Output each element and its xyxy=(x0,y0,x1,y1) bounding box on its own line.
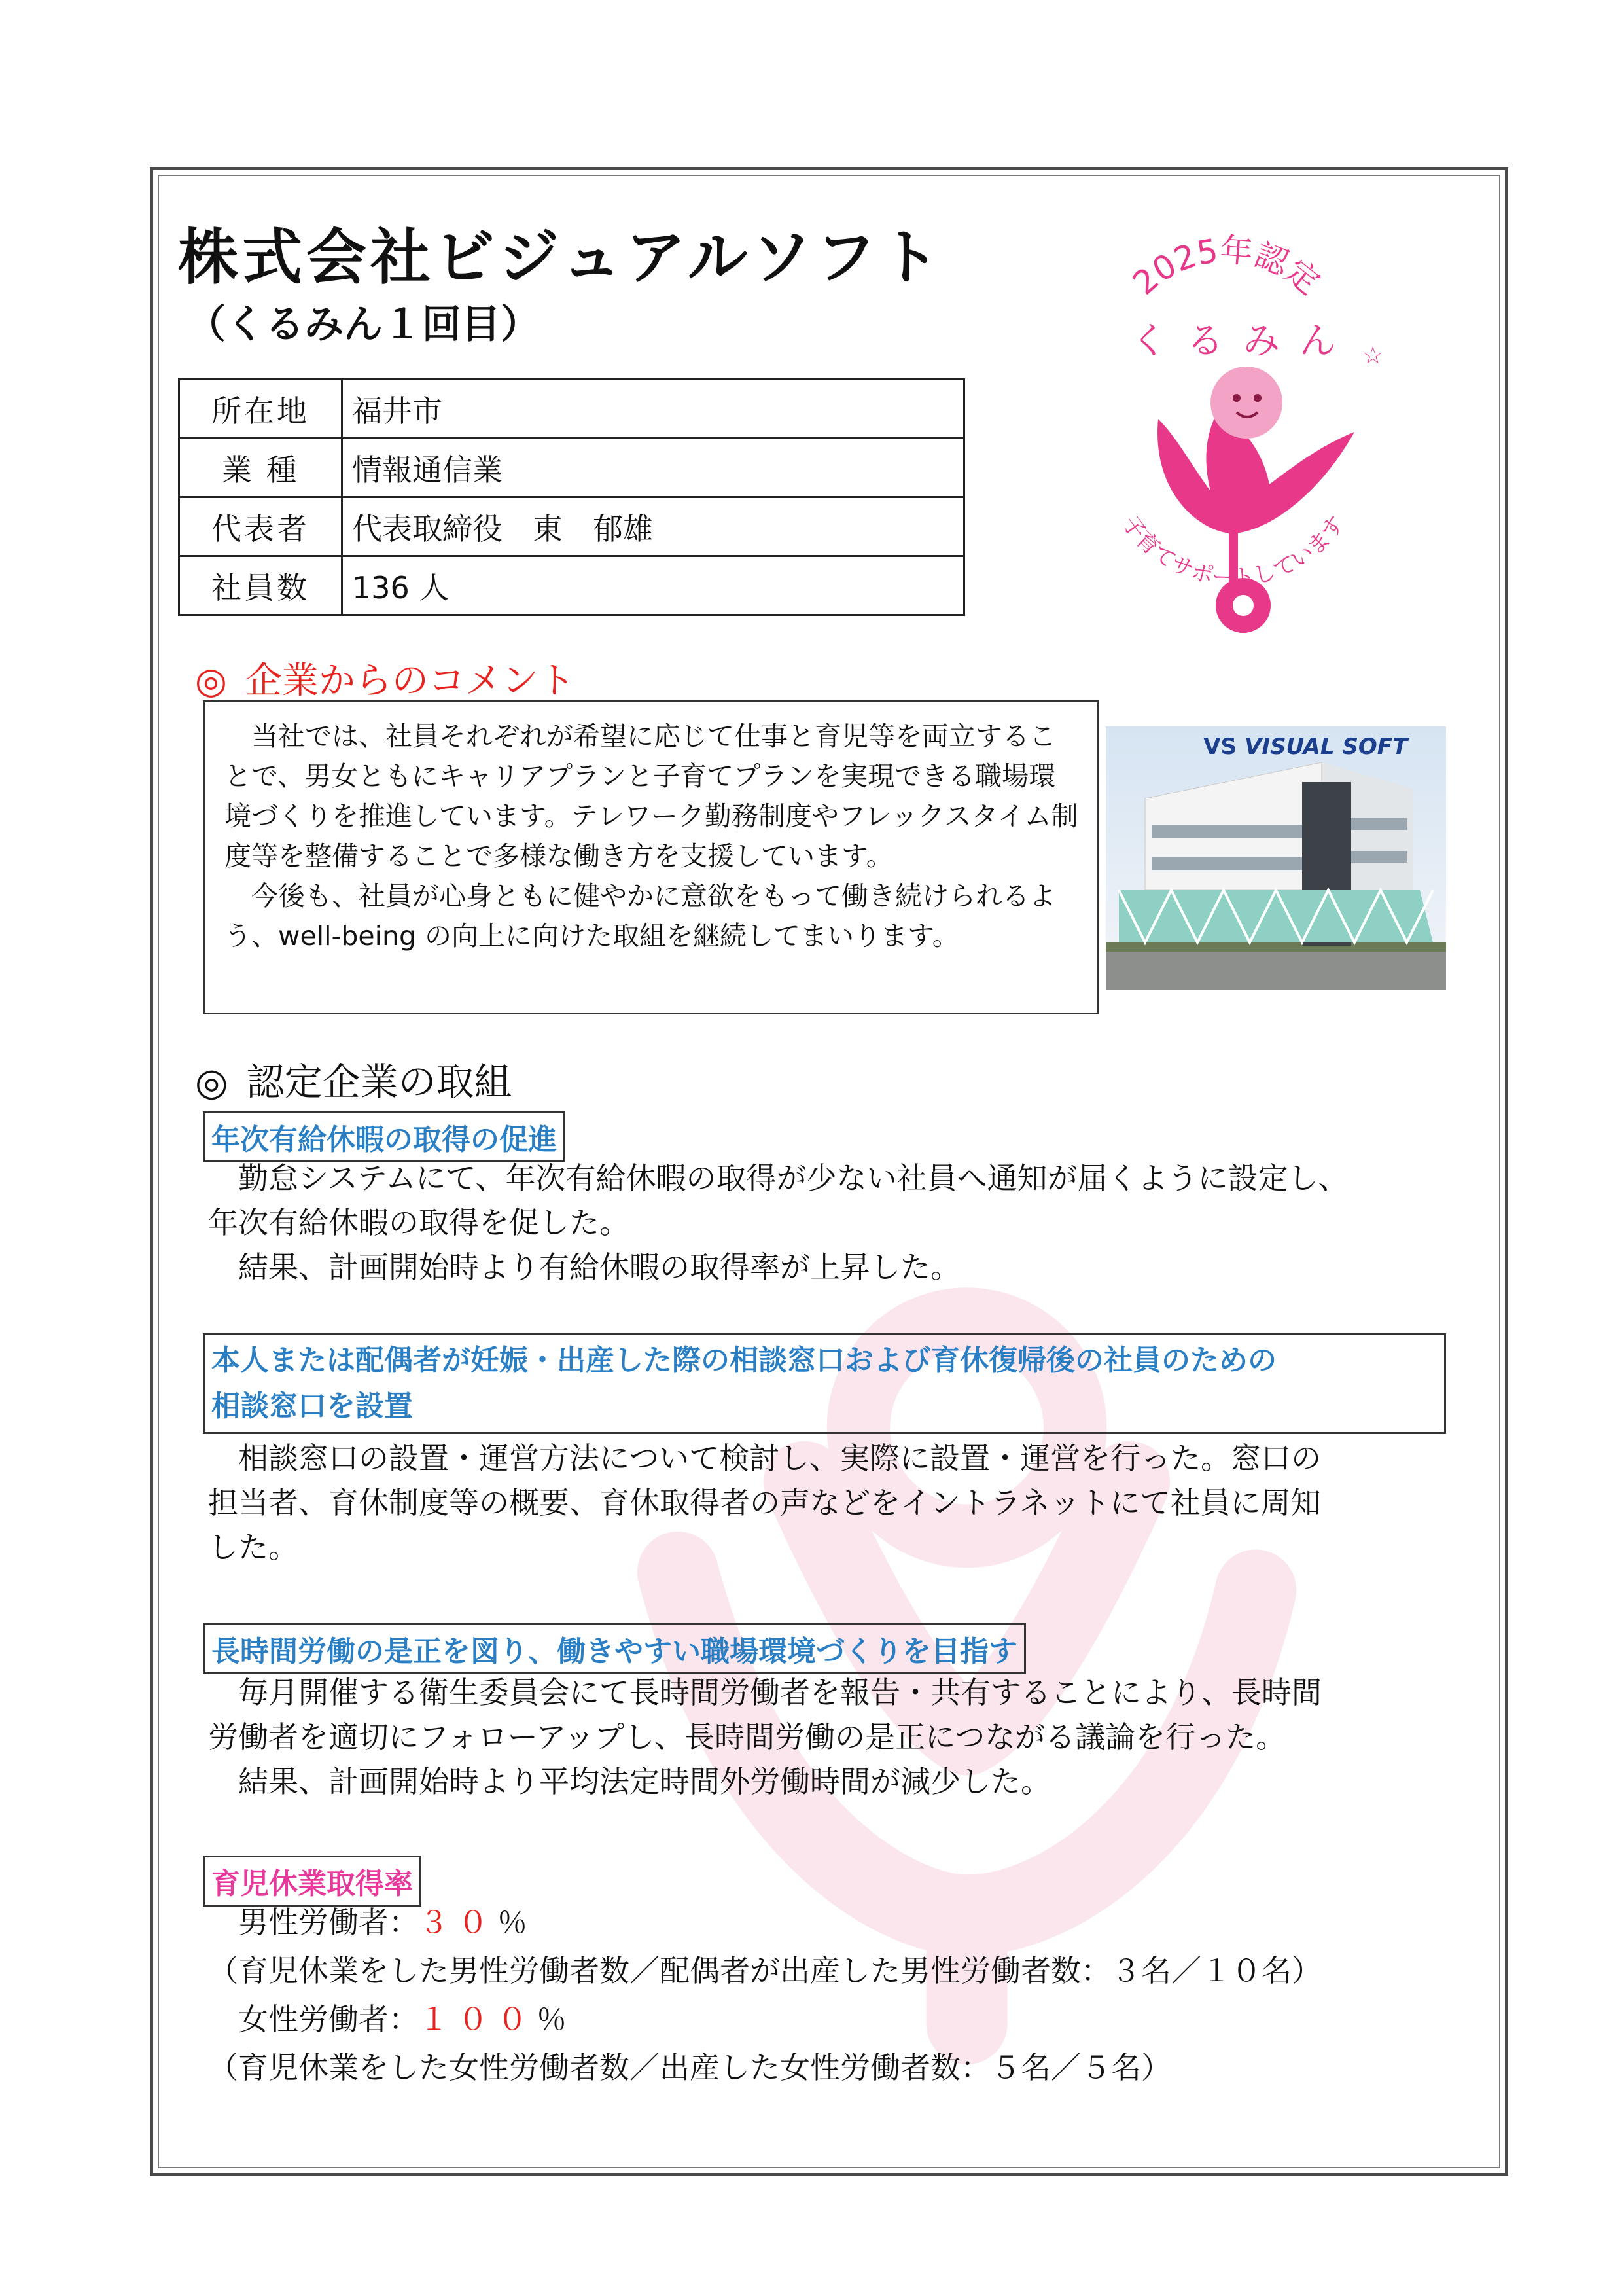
body-line: 結果、計画開始時より平均法定時間外労働時間が減少した。 xyxy=(238,1764,1051,1799)
table-row xyxy=(179,380,964,439)
table-row xyxy=(179,556,964,615)
ikuji-rate-body xyxy=(208,1898,1491,2092)
star-icon: ☆ xyxy=(1362,342,1384,369)
ikuji-rate-heading: 育児休業取得率 xyxy=(203,1856,421,1907)
body-line: 勤怠システムにて、年次有給休暇の取得が少ない社員へ通知が届くように設定し、 xyxy=(238,1160,1349,1196)
item-heading-consultation xyxy=(203,1333,1446,1434)
male-label: 男性労働者： xyxy=(238,1905,419,1940)
torikumi-section-title: 認定企業の取組 xyxy=(246,1060,512,1104)
table-row xyxy=(179,497,964,556)
heading-line: 本人または配偶者が妊娠・出産した際の相談窓口および育休復帰後の社員のための xyxy=(211,1344,1277,1377)
comment-paragraph: 当社では、社員それぞれが希望に応じて仕事と育児等を両立することで、男女ともにキャリアプランと子育てプランを実現できる職場環境づくりを推進しています。テレワーク勤務制度やフレックスタイム制度等を整備することで多様な働き方を支援しています。 xyxy=(224,721,1078,872)
kurumin-badge xyxy=(1047,216,1413,674)
comment-section-heading xyxy=(195,652,575,704)
percent-sign: ％ xyxy=(497,1905,527,1940)
eye-icon xyxy=(1233,394,1241,402)
face-icon xyxy=(1210,367,1282,439)
body-line: 年次有給休暇の取得を促した。 xyxy=(208,1205,629,1240)
body-line: 担当者、育休制度等の概要、育休取得者の声などをイントラネットにて社員に周知 xyxy=(208,1485,1321,1520)
body-line: 相談窓口の設置・運営方法について検討し、実際に設置・運営を行った。窓口の xyxy=(238,1441,1322,1476)
female-label: 女性労働者： xyxy=(238,2001,419,2037)
info-label-employees: 社員数 xyxy=(179,556,342,615)
info-label-location: 所在地 xyxy=(179,380,342,439)
root-hole-icon xyxy=(1233,595,1254,616)
badge-kurumin-text: くるみん xyxy=(1131,320,1356,363)
double-circle-icon: ◎ xyxy=(195,660,227,702)
office-building-photo xyxy=(1106,726,1446,990)
comment-section-title: 企業からのコメント xyxy=(245,660,575,702)
male-rate-value: ３０ xyxy=(419,1905,497,1940)
company-info-table xyxy=(178,378,965,616)
item-heading-long-hours: 長時間労働の是正を図り、働きやすい職場環境づくりを目指す xyxy=(203,1623,1026,1674)
body-line: 労働者を適切にフォローアップし、長時間労働の是正につながる議論を行った。 xyxy=(208,1719,1286,1755)
item-body-long-hours xyxy=(208,1670,1491,1804)
kurumin-count: （くるみん１回目） xyxy=(186,302,540,348)
heading-line: 相談窓口を設置 xyxy=(211,1390,413,1423)
female-rate-line xyxy=(208,1995,1491,2043)
eye-icon xyxy=(1254,394,1262,402)
body-line: した。 xyxy=(208,1530,298,1565)
info-value-location: 福井市 xyxy=(342,380,964,439)
info-value-industry: 情報通信業 xyxy=(342,439,964,497)
visual-soft-logo-text: VISUAL SOFT xyxy=(1244,734,1408,760)
percent-sign: ％ xyxy=(537,2001,567,2037)
female-rate-value: １００ xyxy=(419,2001,537,2037)
body-line: 毎月開催する衛生委員会にて長時間労働者を報告・共有することにより、長時間 xyxy=(238,1675,1322,1710)
company-name: 株式会社ビジュアルソフト xyxy=(178,223,944,293)
item-body-paid-leave xyxy=(208,1156,1491,1289)
male-rate-note: （育児休業をした男性労働者数／配偶者が出産した男性労働者数：３名／１０名） xyxy=(208,1953,1322,1988)
body-line: 結果、計画開始時より有給休暇の取得率が上昇した。 xyxy=(238,1249,961,1285)
item-heading-paid-leave: 年次有給休暇の取得の促進 xyxy=(203,1111,565,1162)
double-circle-icon: ◎ xyxy=(195,1060,228,1104)
visual-soft-logo-mark: VS xyxy=(1203,734,1237,760)
table-row xyxy=(179,439,964,497)
comment-paragraph: 今後も、社員が心身ともに健やかに意欲をもって働き続けられるよう、well-being の向上に向けた取組を継続してまいります。 xyxy=(224,880,1056,952)
badge-year-text: 2025年認定 xyxy=(1125,230,1328,302)
torikumi-section-heading xyxy=(195,1051,512,1106)
item-body-consultation xyxy=(208,1436,1491,1570)
company-comment-box xyxy=(203,700,1099,1014)
badge-arc-text: 子育てサポートしています xyxy=(1116,511,1350,592)
info-label-representative: 代表者 xyxy=(179,497,342,556)
info-value-employees: 136 人 xyxy=(342,556,964,615)
female-rate-note: （育児休業をした女性労働者数／出産した女性労働者数：５名／５名） xyxy=(208,2050,1171,2085)
male-rate-line xyxy=(208,1898,1491,1946)
info-value-representative: 代表取締役 東 郁雄 xyxy=(342,497,964,556)
info-label-industry: 業 種 xyxy=(179,439,342,497)
